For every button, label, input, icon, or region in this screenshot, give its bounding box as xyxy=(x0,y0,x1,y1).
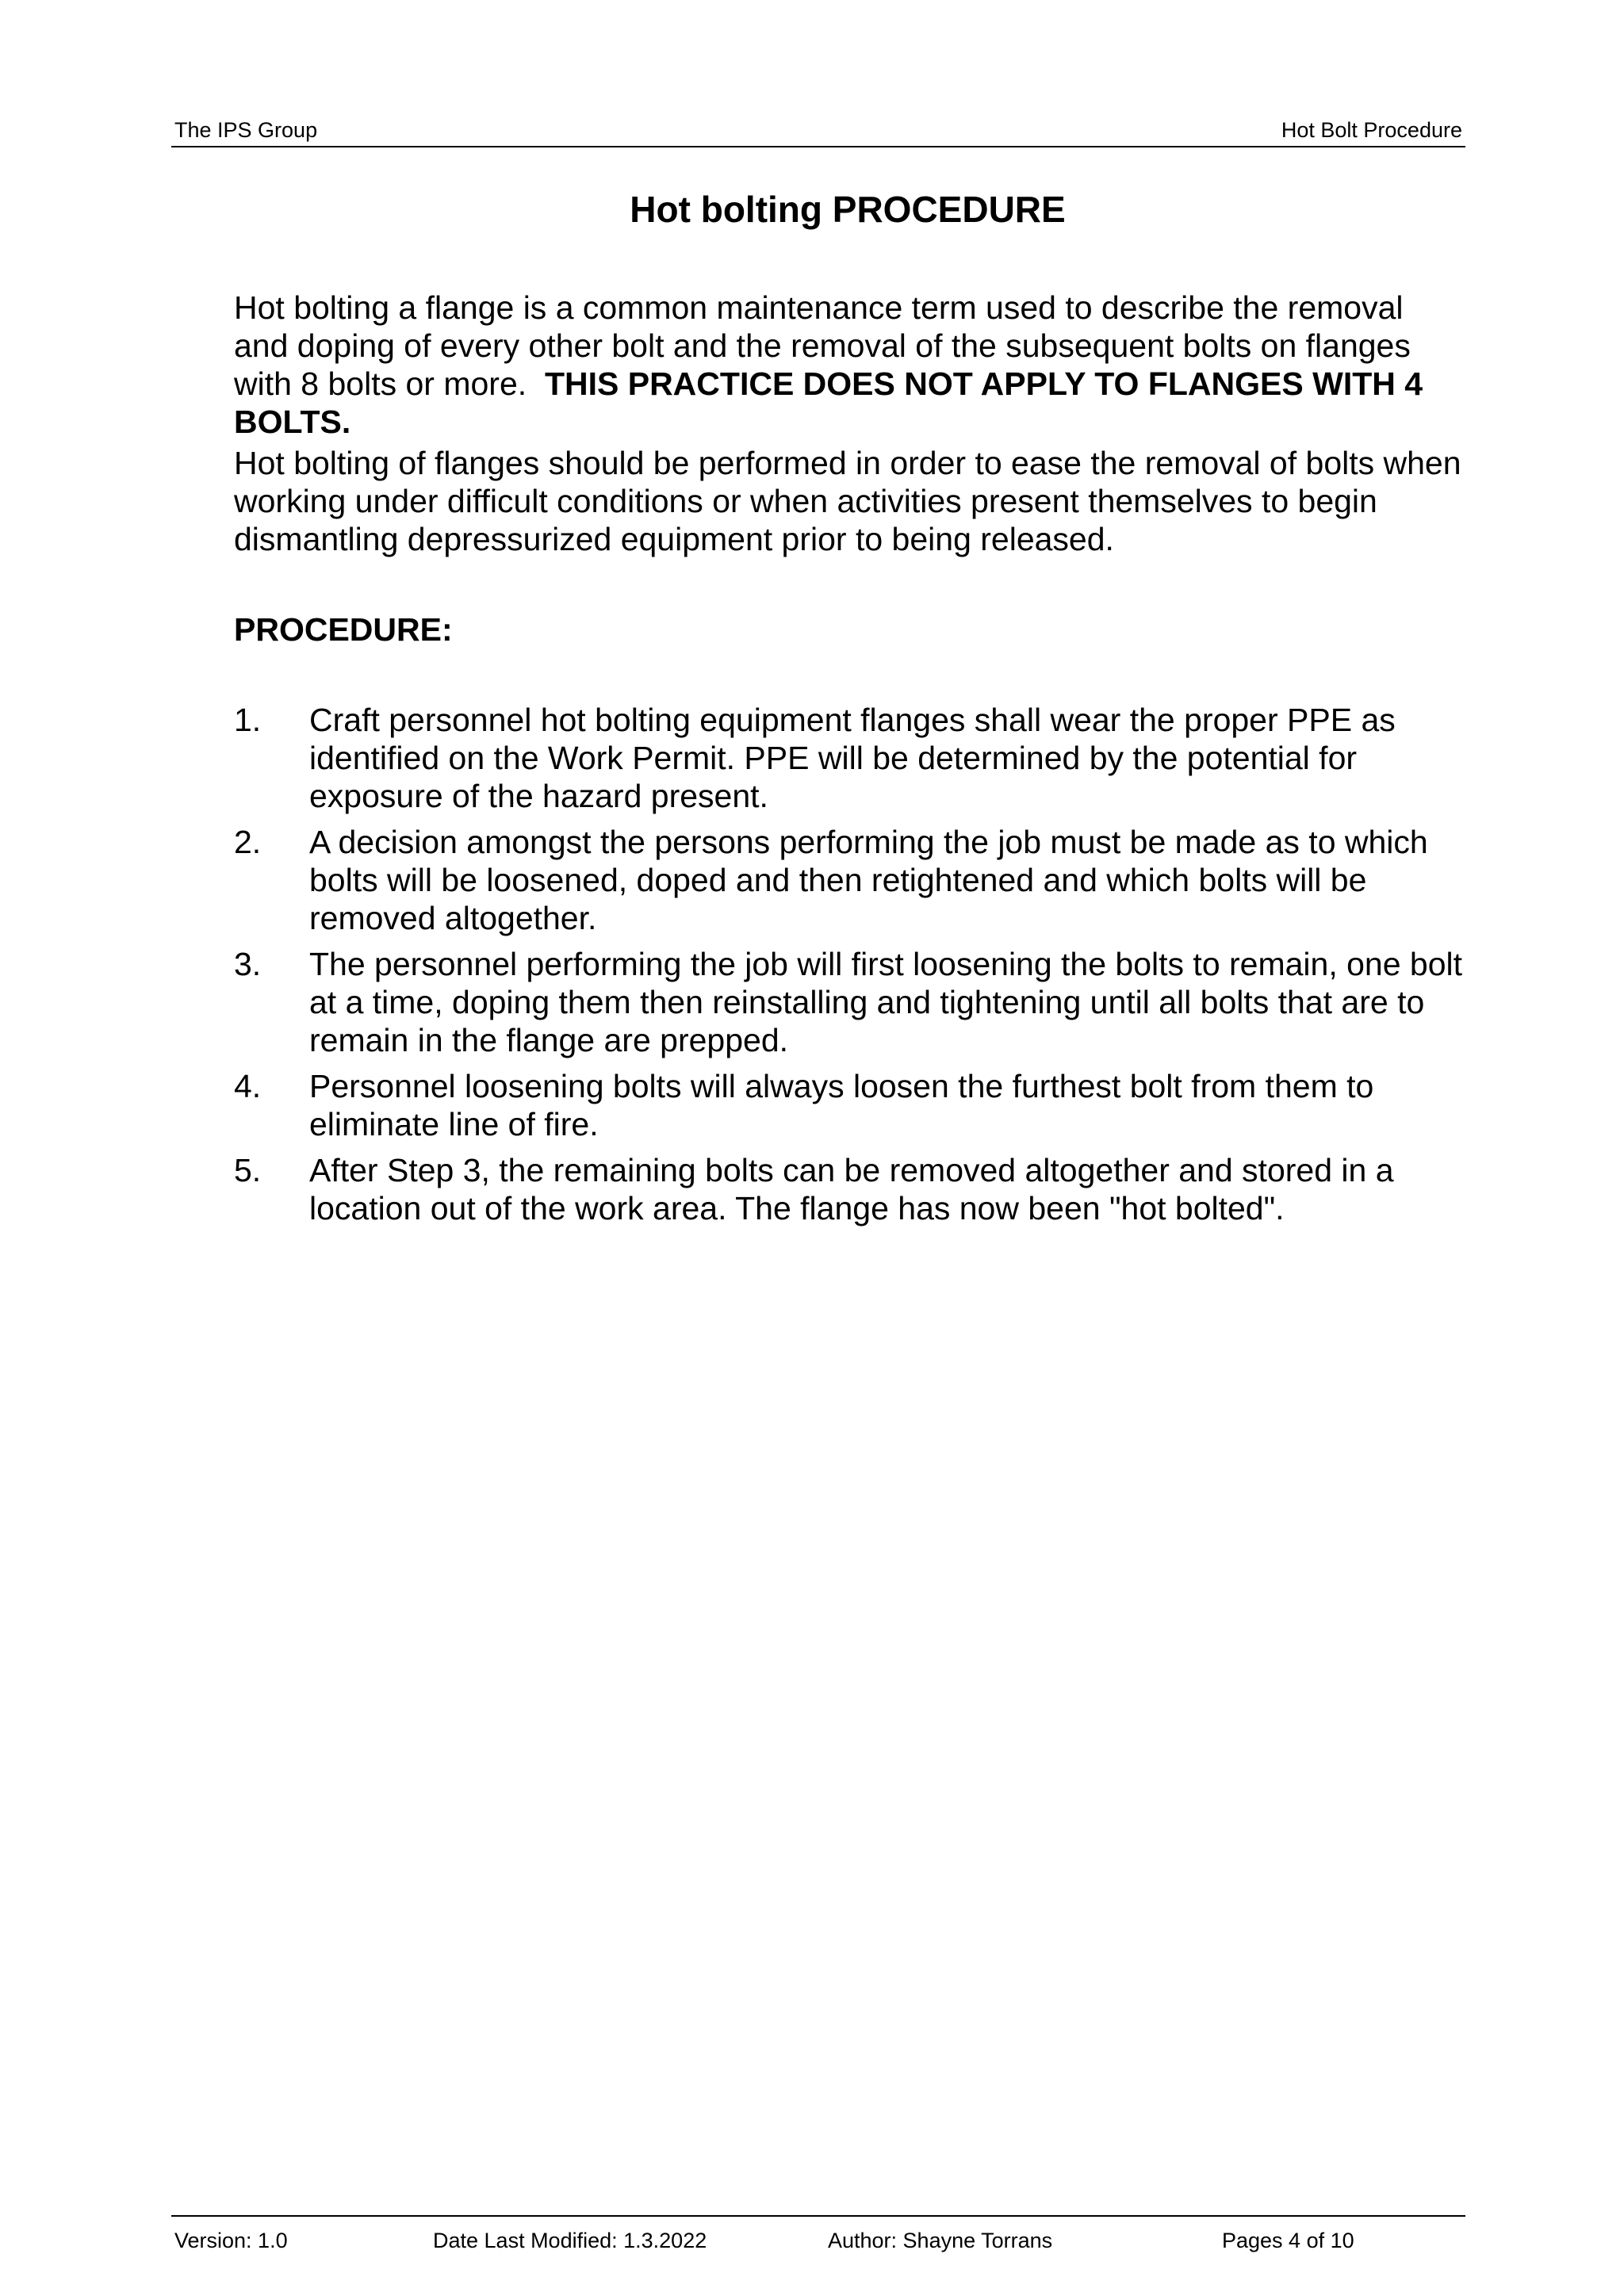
step-number: 2. xyxy=(234,824,262,860)
footer-version: Version: 1.0 xyxy=(174,2229,288,2252)
step-item xyxy=(234,1067,1463,1143)
step-text: Craft personnel hot bolting equipment flanges shall wear the proper PPE as identified on the Work Permit. PPE will be determined by the potential for exposure of the hazard present. xyxy=(309,702,1396,814)
header-document-name: Hot Bolt Procedure xyxy=(1281,118,1462,142)
intro-paragraph-1 xyxy=(234,289,1463,441)
intro-paragraph-2: Hot bolting of flanges should be performed in order to ease the removal of bolts when working under difficult conditions or when activities present themselves to begin dismantling depressurized equipment prior to being released. xyxy=(234,445,1461,557)
step-item xyxy=(234,945,1463,1059)
header-organization: The IPS Group xyxy=(174,118,318,142)
footer-date-modified: Date Last Modified: 1.3.2022 xyxy=(433,2229,707,2252)
step-number: 1. xyxy=(234,702,262,738)
page-footer xyxy=(171,2215,1465,2256)
step-number: 4. xyxy=(234,1068,262,1104)
page-header xyxy=(171,114,1465,147)
step-text: Personnel loosening bolts will always loosen the furthest bolt from them to eliminate line of fire. xyxy=(309,1068,1374,1142)
step-text: The personnel performing the job will first loosening the bolts to remain, one bolt at a time, doping them then reinstalling and tightening until all bolts that are to remain in the flange are prepped. xyxy=(309,946,1463,1058)
procedure-heading: PROCEDURE: xyxy=(234,611,453,648)
step-item xyxy=(234,1151,1463,1227)
intro-text: Hot bolting a flange is a common maintenance term used to describe the removal and doping of every other bolt and the removal of the subsequent bolts on flanges with 8 bolts or more. xyxy=(234,289,1411,402)
step-item xyxy=(234,823,1463,937)
step-text: After Step 3, the remaining bolts can be removed altogether and stored in a location out of the work area. The flange has now been "hot bolted". xyxy=(309,1152,1394,1226)
footer-author: Author: Shayne Torrans xyxy=(828,2229,1053,2252)
intro-warning: THIS PRACTICE DOES NOT APPLY TO FLANGES WITH 4 BOLTS. xyxy=(234,365,1423,440)
step-text: A decision amongst the persons performing the job must be made as to which bolts will be loosened, doped and then retightened and which bolts will be removed altogether. xyxy=(309,824,1428,936)
procedure-steps xyxy=(234,701,1463,1227)
footer-page-number: Pages 4 of 10 xyxy=(1222,2229,1354,2252)
step-number: 5. xyxy=(234,1152,262,1188)
document-body xyxy=(234,289,1463,1235)
step-number: 3. xyxy=(234,946,262,982)
step-item xyxy=(234,701,1463,815)
page-title: Hot bolting PROCEDURE xyxy=(630,189,1066,230)
